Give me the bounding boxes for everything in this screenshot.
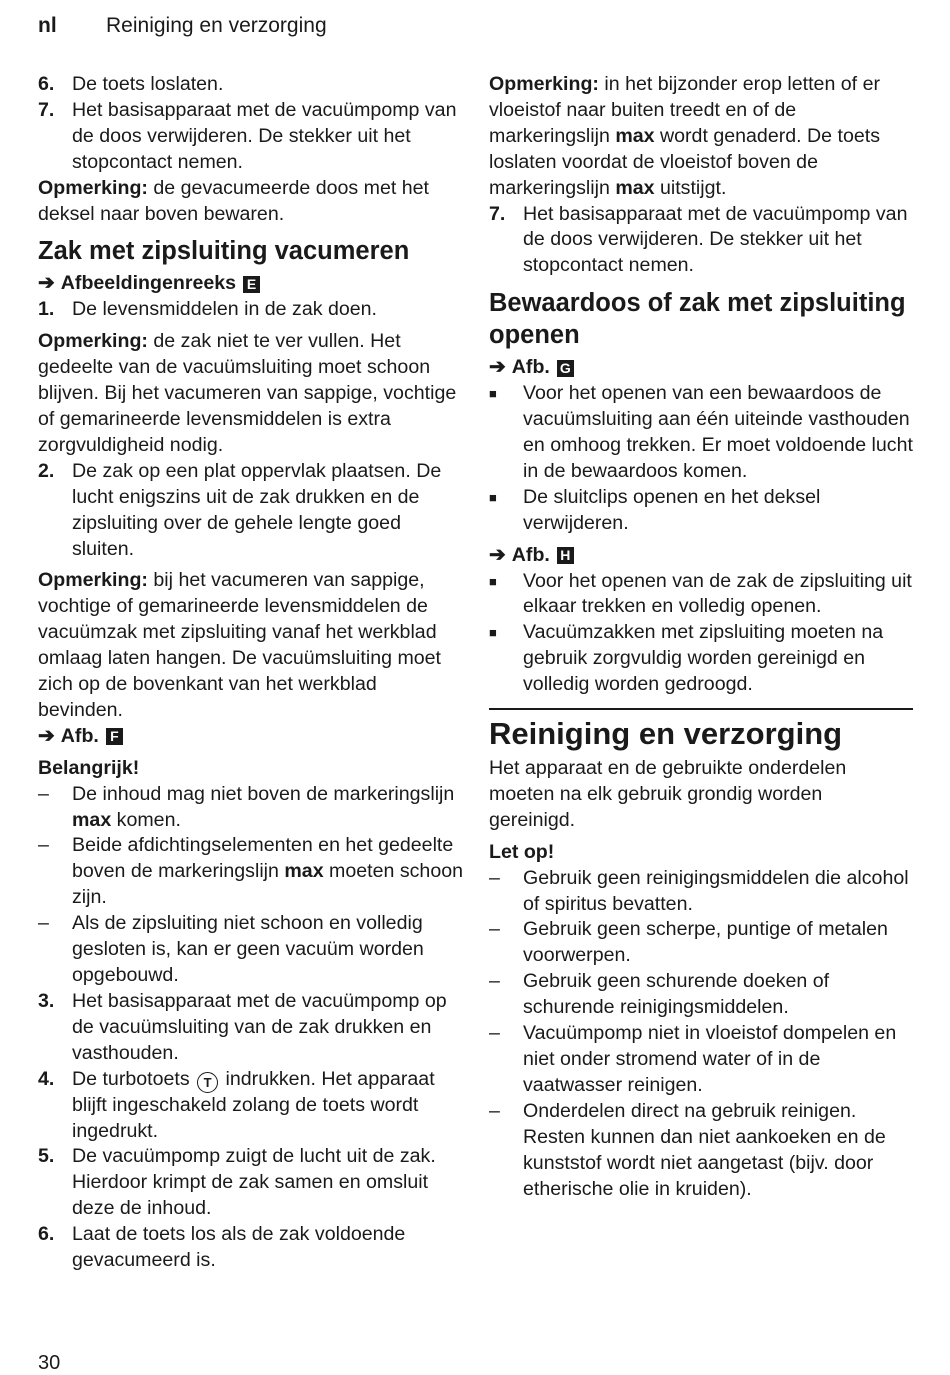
step-number: 6. xyxy=(38,1223,55,1246)
figure-reference xyxy=(489,543,913,569)
arrow-right-icon: ➔ xyxy=(38,724,55,747)
note xyxy=(38,568,466,723)
section-heading: Zak met zipsluiting vacumeren xyxy=(38,237,410,266)
dash-marker: – xyxy=(38,834,49,857)
list-item: – Beide afdichtingselementen en het gedeelte boven de markeringslijn max moeten schoon zijn. xyxy=(38,833,466,911)
figure-letter-badge: G xyxy=(557,360,574,377)
dash-marker: – xyxy=(38,782,49,805)
step-item xyxy=(38,1222,466,1274)
square-bullet-icon: ■ xyxy=(489,573,497,589)
dash-marker: – xyxy=(489,1099,500,1122)
list-item: – Vacuümpomp niet in vloeistof dompelen en niet onder stromend water of in de vaatwasser reinigen. xyxy=(489,1021,913,1099)
step-text: Laat de toets los als de zak voldoende gevacumeerd is. xyxy=(72,1223,406,1272)
chapter-heading: Reiniging en verzorging xyxy=(489,716,843,752)
intro-text: Het apparaat en de gebruikte onderdelen moeten na elk gebruik grondig worden gereinigd. xyxy=(489,757,847,831)
figure-reference xyxy=(38,271,466,297)
step-number: 7. xyxy=(489,202,506,225)
step-item xyxy=(38,297,466,323)
step-text: Het basisapparaat met de vacuümpomp van de doos verwijderen. De stekker uit het stopcontact nemen. xyxy=(72,98,457,173)
step-item xyxy=(38,459,466,563)
note xyxy=(38,176,466,228)
step-item xyxy=(489,202,913,280)
note-label: Opmerking: xyxy=(38,330,148,353)
dash-marker: – xyxy=(38,912,49,935)
step-item xyxy=(38,989,466,1067)
step-item xyxy=(38,72,466,98)
figure-reference xyxy=(489,355,913,381)
right-column xyxy=(489,72,913,1202)
square-bullet-icon: ■ xyxy=(489,625,497,641)
figure-label: Afb. xyxy=(511,356,550,379)
list-item: – De inhoud mag niet boven de markeringslijn max komen. xyxy=(38,782,466,834)
left-column xyxy=(38,72,466,1274)
step-number: 1. xyxy=(38,298,55,321)
step-number: 3. xyxy=(38,989,55,1012)
step-text: De toets loslaten. xyxy=(72,73,224,95)
turbo-button-icon: T xyxy=(197,1072,218,1093)
bullet-item: ■ Voor het openen van de zak de zipsluiting uit elkaar trekken en volledig openen. xyxy=(489,569,913,621)
page-header xyxy=(38,14,327,38)
step-number: 5. xyxy=(38,1145,55,1168)
figure-reference xyxy=(38,724,466,750)
list-item: – Gebruik geen scherpe, puntige of metalen voorwerpen. xyxy=(489,917,913,969)
note-text: de gevacumeerde doos met het deksel naar boven bewaren. xyxy=(38,176,429,225)
figure-label: Afb. xyxy=(511,543,550,566)
step-number: 2. xyxy=(38,459,55,482)
step-text: De levensmiddelen in de zak doen. xyxy=(72,298,377,321)
step-text: De zak op een plat oppervlak plaatsen. De lucht enigszins uit de zak drukken en de zipsluiting over de gehele lengte goed sluiten. xyxy=(72,459,442,560)
caution-label: Let op! xyxy=(489,840,555,863)
dash-marker: – xyxy=(489,866,500,889)
note-label: Opmerking: xyxy=(38,569,148,592)
arrow-right-icon: ➔ xyxy=(38,272,55,295)
bullet-item: ■ Voor het openen van een bewaardoos de vacuümsluiting aan één uiteinde vasthouden en omhoog trekken. Er moet voldoende lucht in de bewaardoos komen. xyxy=(489,381,913,485)
step-number: 7. xyxy=(38,98,55,121)
list-item: – Gebruik geen reinigingsmiddelen die alcohol of spiritus bevatten. xyxy=(489,866,913,918)
dash-marker: – xyxy=(489,970,500,993)
step-number: 4. xyxy=(38,1067,55,1090)
list-item: – Onderdelen direct na gebruik reinigen. Resten kunnen dan niet aankoeken en de kunststof wordt niet aangetast (bijv. door etherische olie in kruiden). xyxy=(489,1099,913,1203)
bullet-item: ■ Vacuümzakken met zipsluiting moeten na gebruik zorgvuldig worden gereinigd en volledig worden gedroogd. xyxy=(489,620,913,698)
step-text: Het basisapparaat met de vacuümpomp op de vacuümsluiting van de zak drukken en vasthouden. xyxy=(72,989,447,1064)
section-divider xyxy=(489,708,913,710)
section-heading: Bewaardoos of zak met zipsluiting openen xyxy=(489,289,906,350)
figure-label: Afb. xyxy=(60,724,99,747)
step-item xyxy=(38,98,466,176)
dash-marker: – xyxy=(489,1022,500,1045)
step-number: 6. xyxy=(38,73,55,95)
bullet-item: ■ De sluitclips openen en het deksel verwijderen. xyxy=(489,485,913,537)
arrow-right-icon: ➔ xyxy=(489,356,506,379)
arrow-right-icon: ➔ xyxy=(489,543,506,566)
figure-letter-badge: E xyxy=(243,276,260,293)
list-item: – Als de zipsluiting niet schoon en volledig gesloten is, kan er geen vacuüm worden opgebouwd. xyxy=(38,911,466,989)
dash-marker: – xyxy=(489,918,500,941)
step-text: De turbotoets T indrukken. Het apparaat blijft ingeschakeld zolang de toets wordt ingedrukt. xyxy=(72,1067,435,1142)
list-item: – Gebruik geen schurende doeken of schurende reinigingsmiddelen. xyxy=(489,969,913,1021)
important-label: Belangrijk! xyxy=(38,756,140,779)
note: Opmerking: in het bijzonder erop letten of er vloeistof naar buiten treedt en of de markeringslijn max wordt genaderd. De toets loslaten voordat de vloeistof boven de markeringslijn max uitstijgt. xyxy=(489,73,880,199)
square-bullet-icon: ■ xyxy=(489,386,497,402)
step-item xyxy=(38,1067,466,1145)
language-code: nl xyxy=(38,14,57,37)
figure-label: Afbeeldingenreeks xyxy=(60,272,237,295)
note-label: Opmerking: xyxy=(38,176,148,199)
note-text: bij het vacumeren van sappige, vochtige of gemarineerde levensmiddelen de vacuümzak met zipsluiting vanaf het werkblad omlaag laten hangen. De vacuümsluiting moet zich op de bovenkant van het werkblad bevinden. xyxy=(38,569,442,721)
page-number: 30 xyxy=(38,1352,61,1374)
square-bullet-icon: ■ xyxy=(489,489,497,505)
step-text: Het basisapparaat met de vacuümpomp van de doos verwijderen. De stekker uit het stopcontact nemen. xyxy=(523,202,908,277)
figure-letter-badge: F xyxy=(106,728,123,745)
figure-letter-badge: H xyxy=(557,547,574,564)
note xyxy=(38,329,466,459)
step-item xyxy=(38,1144,466,1222)
note-text: de zak niet te ver vullen. Het gedeelte van de vacuümsluiting moet schoon blijven. Bij het vacumeren van sappige, vochtige of gemarineerde levensmiddelen is extra zorgvuldigheid nodig. xyxy=(38,330,457,456)
step-text: De vacuümpomp zuigt de lucht uit de zak. Hierdoor krimpt de zak samen en omsluit deze de inhoud. xyxy=(72,1145,436,1220)
header-title: Reiniging en verzorging xyxy=(106,14,327,37)
